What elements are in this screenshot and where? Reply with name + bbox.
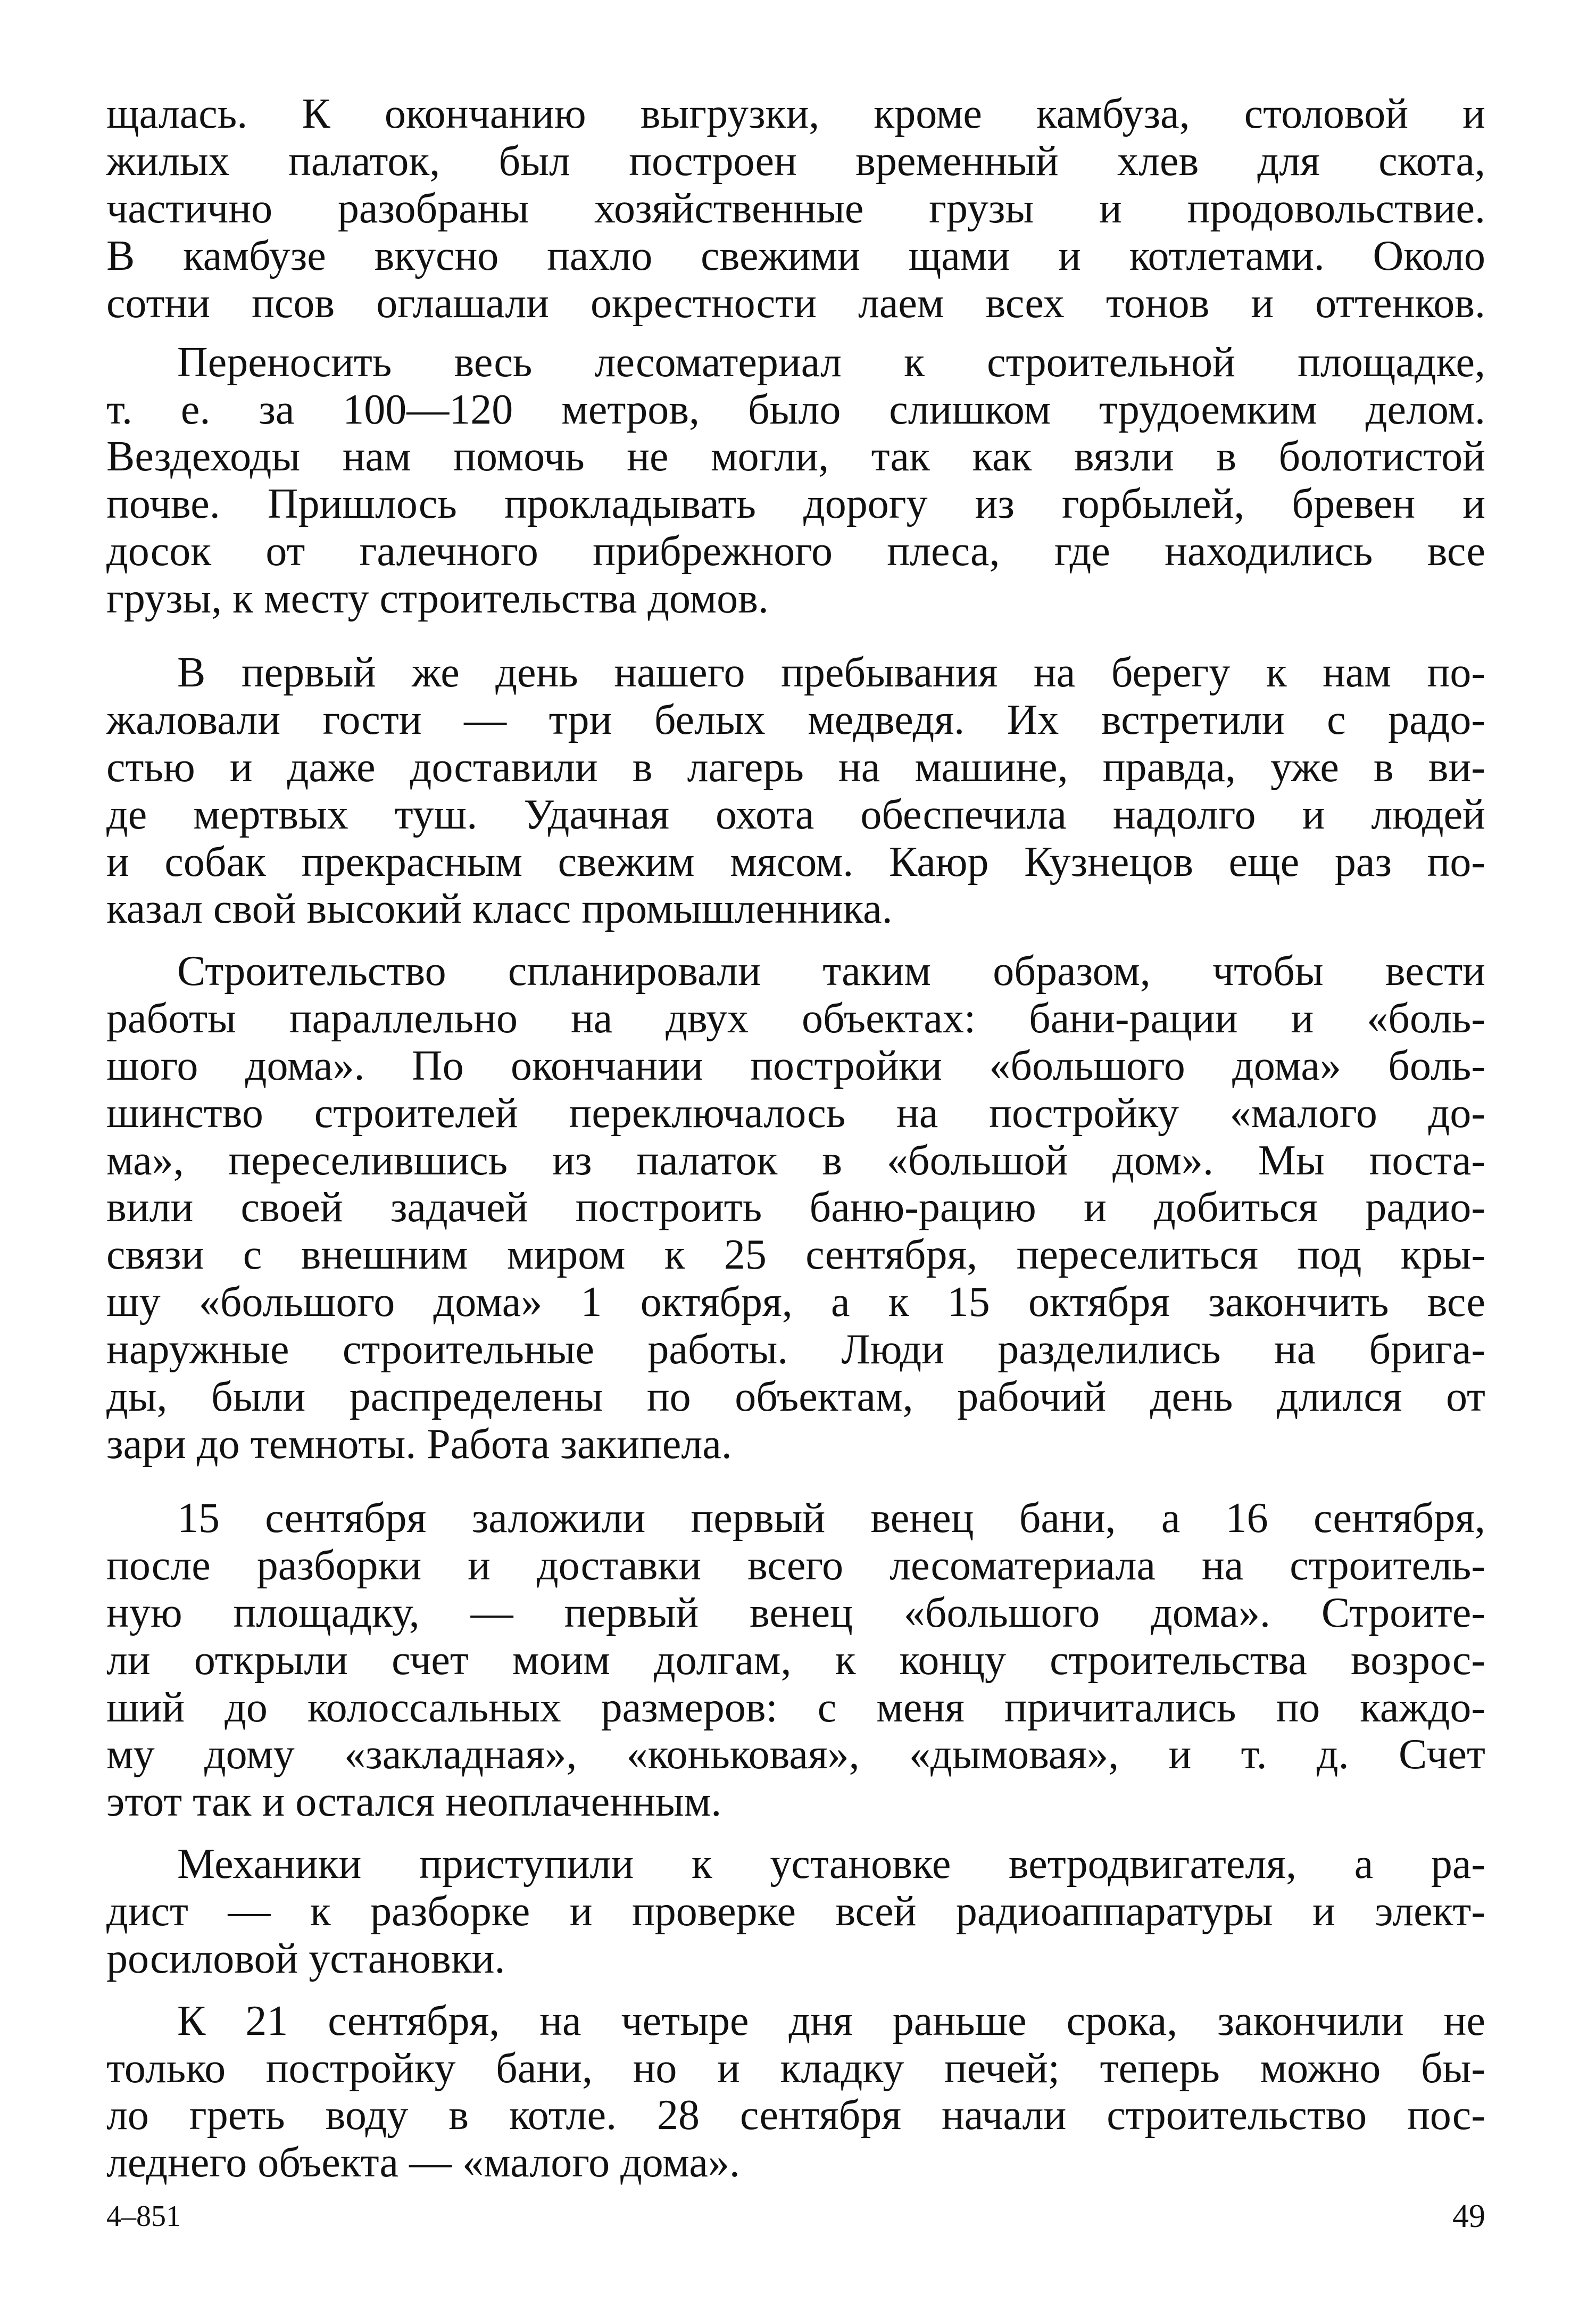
text-line: В камбузе вкусно пахло свежими щами и котлетами. Около [106, 233, 1485, 279]
text-line: жилых палаток, был построен временный хлев для скота, [106, 138, 1485, 185]
text-line: Механики приступили к установке ветродвигателя, а ра- [177, 1841, 1485, 1887]
text-line: шого дома». По окончании постройки «большого дома» боль- [106, 1042, 1485, 1089]
text-line: наружные строительные работы. Люди разделились на брига- [106, 1326, 1485, 1373]
text-line: этот так и остался неоплаченным. [106, 1778, 722, 1825]
text-line: 15 сентября заложили первый венец бани, а 16 сентября, [177, 1495, 1485, 1542]
text-line: щалась. К окончанию выгрузки, кроме камбуза, столовой и [106, 90, 1485, 137]
page-number: 49 [1452, 2198, 1485, 2234]
text-line: стью и даже доставили в лагерь на машине, правда, уже в ви- [106, 744, 1485, 791]
text-line: ший до колоссальных размеров: с меня причитались по каждо- [106, 1684, 1485, 1731]
text-line: почве. Пришлось прокладывать дорогу из горбылей, бревен и [106, 481, 1485, 527]
text-line: досок от галечного прибрежного плеса, где находились все [106, 528, 1485, 575]
text-line: Строительство спланировали таким образом, чтобы вести [177, 948, 1485, 995]
text-line: ды, были распределены по объектам, рабочий день длился от [106, 1373, 1485, 1420]
text-line: росиловой установки. [106, 1935, 505, 1982]
text-line: ную площадку, — первый венец «большого дома». Строите- [106, 1589, 1485, 1636]
text-line: частично разобраны хозяйственные грузы и продовольствие. [106, 185, 1485, 232]
text-line: Вездеходы нам помочь не могли, так как вязли в болотистой [106, 433, 1485, 480]
text-line: дист — к разборке и проверке всей радиоаппаратуры и элект- [106, 1888, 1485, 1935]
text-line: ли открыли счет моим долгам, к концу строительства возрос- [106, 1637, 1485, 1684]
text-line: т. е. за 100—120 метров, было слишком трудоемким делом. [106, 386, 1485, 433]
text-line: ма», переселившись из палаток в «большой дом». Мы поста- [106, 1137, 1485, 1184]
text-line: и собак прекрасным свежим мясом. Каюр Кузнецов еще раз по- [106, 839, 1485, 885]
text-line: грузы, к месту строительства домов. [106, 575, 769, 622]
text-line: де мертвых туш. Удачная охота обеспечила надолго и людей [106, 791, 1485, 838]
text-line: вили своей задачей построить баню-рацию и добиться радио- [106, 1184, 1485, 1231]
text-line: шинство строителей переключалось на постройку «малого до- [106, 1090, 1485, 1137]
text-line: жаловали гости — три белых медведя. Их встретили с радо- [106, 697, 1485, 743]
printer-signature-mark: 4–851 [106, 2200, 181, 2233]
text-line: работы параллельно на двух объектах: бани-рации и «боль- [106, 995, 1485, 1042]
text-line: только постройку бани, но и кладку печей; теперь можно бы- [106, 2045, 1485, 2092]
text-line: Переносить весь лесоматериал к строительной площадке, [177, 339, 1485, 386]
text-line: К 21 сентября, на четыре дня раньше срока, закончили не [177, 1998, 1485, 2044]
text-line: леднего объекта — «малого дома». [106, 2139, 740, 2186]
text-line: связи с внешним миром к 25 сентября, переселиться под кры- [106, 1231, 1485, 1278]
text-line: зари до темноты. Работа закипела. [106, 1421, 732, 1468]
text-line: В первый же день нашего пребывания на берегу к нам по- [177, 649, 1485, 696]
text-line: шу «большого дома» 1 октября, а к 15 октября закончить все [106, 1279, 1485, 1326]
text-line: сотни псов оглашали окрестности лаем всех тонов и оттенков. [106, 280, 1485, 327]
text-line: после разборки и доставки всего лесоматериала на строитель- [106, 1542, 1485, 1589]
text-line: ло греть воду в котле. 28 сентября начали строительство пос- [106, 2092, 1485, 2139]
text-line: му дому «закладная», «коньковая», «дымовая», и т. д. Счет [106, 1731, 1485, 1778]
text-line: казал свой высокий класс промышленника. [106, 885, 893, 932]
